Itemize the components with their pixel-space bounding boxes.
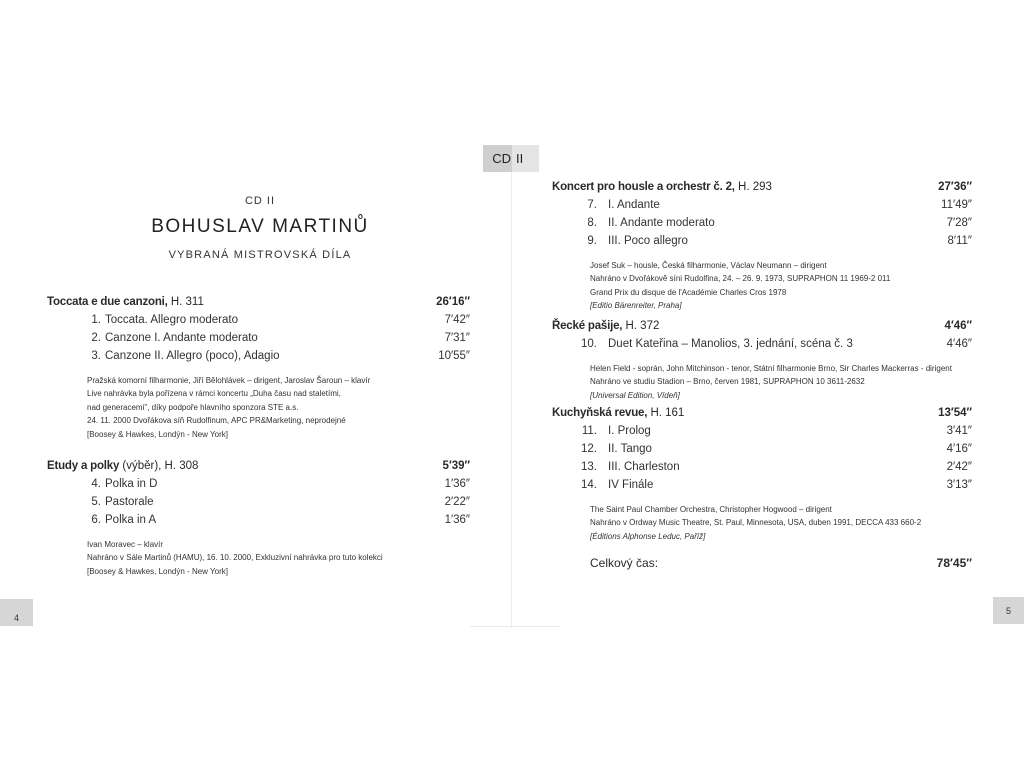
track-title: Duet Kateřina – Manolios, 3. jednání, scéna č. 3 xyxy=(608,338,853,350)
work-title xyxy=(552,407,972,425)
track-time: 7′42″ xyxy=(444,314,470,326)
track-title: Polka in A xyxy=(105,514,157,526)
track-row xyxy=(47,514,470,532)
work-etudy-a-polky xyxy=(47,460,470,578)
note-line: Grand Prix du disque de l'Académie Charles Cros 1978 xyxy=(590,287,787,297)
track-number: 4. xyxy=(91,478,101,490)
total-running-time xyxy=(590,556,972,574)
track-title: II. Andante moderato xyxy=(608,217,715,229)
note-line: nad generacemi", díky podpoře hlavního sponzora STE a.s. xyxy=(87,402,299,412)
track-row xyxy=(47,478,470,496)
track-number: 6. xyxy=(91,514,101,526)
track-number: 8. xyxy=(587,217,597,229)
note-line: Nahráno ve studiu Stadion – Brno, červen 1981, SUPRAPHON 10 3611-2632 xyxy=(590,377,865,387)
track-title: Canzone I. Andante moderato xyxy=(105,332,258,344)
track-time: 1′36″ xyxy=(444,478,470,490)
work-title xyxy=(552,181,972,199)
performer-notes xyxy=(590,259,972,313)
note-line: Nahráno v Dvořákově síni Rudolfina, 24. – 26. 9. 1973, SUPRAPHON 11 1969-2 011 xyxy=(590,274,891,284)
work-title xyxy=(47,460,470,478)
track-title: IV Finále xyxy=(608,479,654,491)
track-time: 10′55″ xyxy=(438,350,470,362)
performer-notes xyxy=(590,362,972,402)
work-name: Řecké pašije, xyxy=(552,320,623,332)
track-row xyxy=(552,338,972,356)
track-title: I. Andante xyxy=(608,199,660,211)
track-time: 1′36″ xyxy=(444,514,470,526)
track-row xyxy=(552,217,972,235)
track-row xyxy=(47,350,470,368)
total-time-value: 78′45″ xyxy=(936,556,972,570)
track-number: 14. xyxy=(581,479,597,491)
work-name: Toccata e due canzoni, xyxy=(47,296,168,308)
work-catalog: H. 372 xyxy=(622,320,660,332)
track-time: 8′11″ xyxy=(947,235,972,247)
track-number: 13. xyxy=(581,461,597,473)
work-catalog: H. 311 xyxy=(167,296,204,308)
track-number: 2. xyxy=(91,332,101,344)
work-title xyxy=(47,296,470,314)
track-number: 1. xyxy=(91,314,101,326)
work-catalog: H. 161 xyxy=(647,407,685,419)
cd-label: CD II xyxy=(244,195,276,207)
note-line: The Saint Paul Chamber Orchestra, Christopher Hogwood – dirigent xyxy=(590,505,832,514)
track-title: Polka in D xyxy=(105,478,158,490)
performer-notes xyxy=(87,374,470,441)
composer-name: BOHUSLAV MARTINŮ xyxy=(151,216,369,237)
work-recke-pasije xyxy=(552,320,972,402)
track-row xyxy=(47,314,470,332)
total-time-label: Celkový čas: xyxy=(590,556,659,570)
note-line: 24. 11. 2000 Dvořákova síň Rudolfinum, APC PR&Marketing, neprodejné xyxy=(87,416,346,426)
note-line: Live nahrávka byla pořízena v rámci koncertu „Duha času nad staletími, xyxy=(87,389,341,399)
track-title: II. Tango xyxy=(608,443,652,455)
track-row xyxy=(552,479,972,497)
publisher-line: [Éditions Alphonse Leduc, Paříž] xyxy=(590,531,706,541)
track-row xyxy=(552,235,972,253)
note-line: [Boosey & Hawkes, Londýn - New York] xyxy=(87,566,228,576)
note-line: Josef Suk – housle, Česká filharmonie, Václav Neumann – dirigent xyxy=(590,261,827,270)
page-number-right xyxy=(993,597,1024,624)
note-line: Pražská komorní filharmonie, Jiří Bělohlávek – dirigent, Jaroslav Šaroun – klavír xyxy=(87,376,371,385)
work-toccata-e-due-canzoni xyxy=(47,296,470,441)
work-catalog: (výběr), H. 308 xyxy=(119,460,199,472)
work-title xyxy=(552,320,972,338)
track-title: Canzone II. Allegro (poco), Adagio xyxy=(105,350,280,362)
track-title: I. Prolog xyxy=(608,425,651,437)
track-title: III. Charleston xyxy=(608,461,680,473)
track-row xyxy=(552,199,972,217)
note-line: Helen Field - soprán, John Mitchinson - tenor, Státní filharmonie Brno, Sir Charles Mackerras - dirigent xyxy=(590,364,952,373)
track-row xyxy=(552,443,972,461)
track-number: 3. xyxy=(91,350,101,362)
track-row xyxy=(47,496,470,514)
track-time: 11′49″ xyxy=(941,199,972,211)
track-time: 7′31″ xyxy=(444,332,470,344)
work-total-time: 4′46″ xyxy=(944,320,972,332)
track-time: 7′28″ xyxy=(946,217,972,229)
work-catalog: H. 293 xyxy=(734,181,772,193)
track-number: 9. xyxy=(587,235,597,247)
cd-tab-part-b: II xyxy=(512,145,539,172)
page-number-left-text: 4 xyxy=(13,613,19,623)
work-name: Etudy a polky xyxy=(47,460,120,472)
track-number: 5. xyxy=(91,496,101,508)
track-row xyxy=(47,332,470,350)
track-time: 2′42″ xyxy=(946,461,972,473)
note-line: Nahráno v Sále Martinů (HAMU), 16. 10. 2000, Exkluzivní nahrávka pro tuto kolekci xyxy=(87,553,383,563)
work-koncert-pro-housle xyxy=(552,181,972,313)
work-name: Koncert pro housle a orchestr č. 2, xyxy=(552,181,735,193)
track-row xyxy=(552,461,972,479)
work-name: Kuchyňská revue, xyxy=(552,407,648,419)
cd-tab-part-a: CD xyxy=(483,145,512,172)
track-title: III. Poco allegro xyxy=(608,235,688,247)
page-number-right-text: 5 xyxy=(1005,605,1011,616)
track-number: 12. xyxy=(581,443,597,455)
work-total-time: 26′16″ xyxy=(436,296,470,308)
publisher-line: [Editio Bärenreiter, Praha] xyxy=(590,301,682,311)
work-total-time: 13′54″ xyxy=(938,407,972,419)
track-time: 3′13″ xyxy=(946,479,972,491)
album-subtitle: VYBRANÁ MISTROVSKÁ DÍLA xyxy=(168,249,352,261)
track-time: 4′46″ xyxy=(946,338,972,350)
work-total-time: 5′39″ xyxy=(442,460,470,472)
performer-notes xyxy=(590,503,972,543)
track-title: Toccata. Allegro moderato xyxy=(105,314,238,326)
track-time: 4′16″ xyxy=(946,443,972,455)
performer-notes xyxy=(87,538,470,578)
publisher-line: [Universal Edition, Vídeň] xyxy=(590,390,680,400)
track-number: 11. xyxy=(581,425,597,437)
track-title: Pastorale xyxy=(105,496,154,508)
page-number-left xyxy=(0,599,33,626)
note-line: Ivan Moravec – klavír xyxy=(87,540,164,549)
track-number: 7. xyxy=(587,199,597,211)
note-line: Nahráno v Ordway Music Theatre, St. Paul, Minnesota, USA, duben 1991, DECCA 433 660-2 xyxy=(590,518,922,528)
track-row xyxy=(552,425,972,443)
track-time: 3′41″ xyxy=(946,425,972,437)
track-number: 10. xyxy=(581,338,597,350)
cd-tab xyxy=(483,145,539,172)
album-header xyxy=(130,195,390,261)
bottom-rule xyxy=(470,626,560,627)
page-spine-divider xyxy=(511,158,512,628)
note-line: [Boosey & Hawkes, Londýn - New York] xyxy=(87,429,228,439)
track-time: 2′22″ xyxy=(444,496,470,508)
work-kuchynska-revue xyxy=(552,407,972,543)
work-total-time: 27′36″ xyxy=(938,181,972,193)
